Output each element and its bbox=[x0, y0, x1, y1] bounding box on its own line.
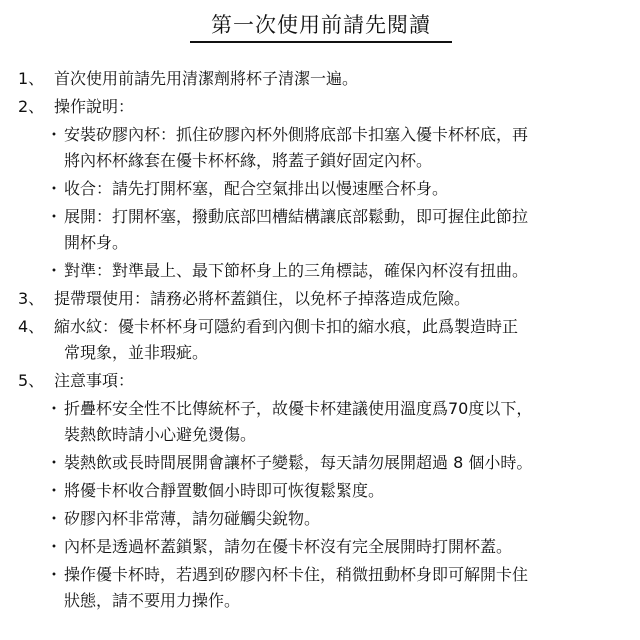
bullet-dot: ・ bbox=[46, 453, 63, 472]
item-text: 首次使用前請先用清潔劑將杯子清潔一遍。 bbox=[54, 69, 359, 88]
bullet-line: 開杯身。 bbox=[64, 233, 129, 252]
bullet-dot: ・ bbox=[46, 565, 63, 584]
item-number: 3、 bbox=[18, 289, 45, 308]
item-number: 1、 bbox=[18, 69, 45, 88]
bullet-line: 操作優卡杯時，若遇到矽膠內杯卡住，稍微扭動杯身即可解開卡住 bbox=[64, 565, 529, 584]
bullet-line: 內杯是透過杯蓋鎖緊，請勿在優卡杯沒有完全展開時打開杯蓋。 bbox=[64, 537, 513, 556]
bullet-line: 對準：對準最上、最下節杯身上的三角標誌，確保內杯沒有扭曲。 bbox=[64, 261, 529, 280]
bullet-line: 裝熱飲時請小心避免燙傷。 bbox=[64, 425, 257, 444]
item-number: 2、 bbox=[18, 97, 45, 116]
bullet-dot: ・ bbox=[46, 399, 63, 418]
item-number: 4、 bbox=[18, 317, 45, 336]
bullet-line: 收合：請先打開杯塞，配合空氣排出以慢速壓合杯身。 bbox=[64, 179, 449, 198]
bullet-line: 將內杯杯緣套在優卡杯杯緣，將蓋子鎖好固定內杯。 bbox=[64, 151, 433, 170]
bullet-dot: ・ bbox=[46, 179, 63, 198]
bullet-dot: ・ bbox=[46, 125, 63, 144]
bullet-dot: ・ bbox=[46, 261, 63, 280]
bullet-dot: ・ bbox=[46, 481, 63, 500]
item-text: 縮水紋：優卡杯杯身可隱約看到內側卡扣的縮水痕，此爲製造時正 bbox=[54, 317, 519, 336]
title-underline bbox=[190, 41, 452, 43]
bullet-line: 展開：打開杯塞，撥動底部凹槽結構讓底部鬆動，即可握住此節拉 bbox=[64, 207, 529, 226]
page-title: 第一次使用前請先閱讀 bbox=[211, 13, 431, 37]
bullet-dot: ・ bbox=[46, 537, 63, 556]
bullet-dot: ・ bbox=[46, 509, 63, 528]
item-text: 常現象，並非瑕疵。 bbox=[64, 343, 209, 362]
section-heading: 操作說明： bbox=[54, 97, 135, 116]
bullet-line: 安裝矽膠內杯：抓住矽膠內杯外側將底部卡扣塞入優卡杯杯底，再 bbox=[64, 125, 529, 144]
bullet-line: 矽膠內杯非常薄，請勿碰觸尖銳物。 bbox=[64, 509, 321, 528]
item-text: 提帶環使用：請務必將杯蓋鎖住，以免杯子掉落造成危險。 bbox=[54, 289, 471, 308]
bullet-line: 將優卡杯收合靜置數個小時即可恢復鬆緊度。 bbox=[64, 481, 385, 500]
bullet-line: 狀態，請不要用力操作。 bbox=[64, 591, 241, 610]
item-number: 5、 bbox=[18, 371, 45, 390]
bullet-line: 折疊杯安全性不比傳統杯子，故優卡杯建議使用溫度爲70度以下， bbox=[64, 399, 533, 418]
section-heading: 注意事項： bbox=[54, 371, 135, 390]
bullet-line: 裝熱飲或長時間展開會讓杯子變鬆，每天請勿展開超過 8 個小時。 bbox=[64, 453, 533, 472]
bullet-dot: ・ bbox=[46, 207, 63, 226]
